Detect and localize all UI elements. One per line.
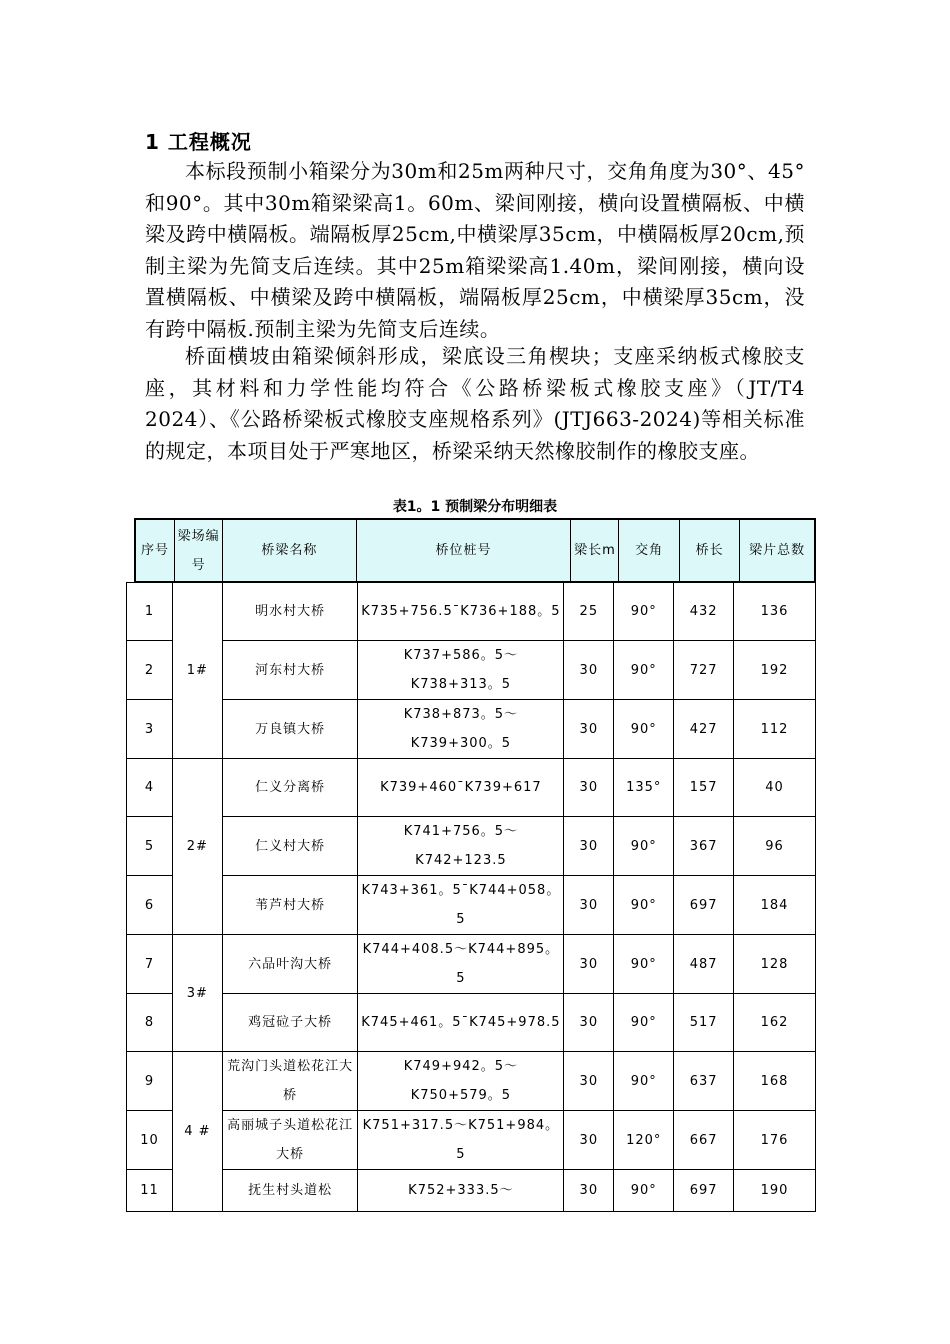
cell-station: K741+756。5～K742+123.5 — [358, 817, 564, 876]
table-row — [127, 1170, 816, 1212]
cell-station: K735+756.5¯K736+188。5 — [358, 583, 564, 641]
cell-length: 30 — [564, 876, 614, 935]
table-header — [134, 518, 816, 583]
cell-length: 30 — [564, 700, 614, 759]
header-station: 桥位桩号 — [356, 519, 571, 582]
table-row — [127, 583, 816, 641]
table-row — [127, 994, 816, 1052]
cell-no: 10 — [127, 1111, 173, 1170]
table-row — [127, 935, 816, 994]
cell-name: 仁义分离桥 — [222, 759, 358, 817]
cell-angle: 90° — [614, 700, 674, 759]
cell-no: 3 — [127, 700, 173, 759]
cell-bridge-length: 157 — [674, 759, 734, 817]
cell-angle: 90° — [614, 817, 674, 876]
cell-yard: 4 # — [172, 1052, 222, 1212]
cell-count: 40 — [734, 759, 816, 817]
cell-station: K737+586。5～K738+313。5 — [358, 641, 564, 700]
cell-no: 7 — [127, 935, 173, 994]
paragraph-bearing-spec: 桥面横坡由箱梁倾斜形成，梁底设三角楔块；支座采纳板式橡胶支座，其材料和力学性能均符合《公路桥梁板式橡胶支座》（JT/T4 2024）、《公路桥梁板式橡胶支座规格系列》(JTJ663-2024)等相关标准的规定，本项目处于严寒地区，桥梁采纳天然橡胶制作的橡胶支座。 — [145, 344, 805, 463]
cell-angle: 90° — [614, 994, 674, 1052]
cell-angle: 135° — [614, 759, 674, 817]
cell-angle: 90° — [614, 876, 674, 935]
cell-name: 鸡冠砬子大桥 — [222, 994, 358, 1052]
cell-yard: 2# — [172, 759, 222, 935]
table-row — [127, 1111, 816, 1170]
cell-name: 高丽城子头道松花江大桥 — [222, 1111, 358, 1170]
cell-length: 30 — [564, 994, 614, 1052]
cell-bridge-length: 487 — [674, 935, 734, 994]
cell-bridge-length: 432 — [674, 583, 734, 641]
cell-station: K739+460¯K739+617 — [358, 759, 564, 817]
cell-station: K749+942。5～K750+579。5 — [358, 1052, 564, 1111]
cell-bridge-length: 727 — [674, 641, 734, 700]
cell-bridge-length: 517 — [674, 994, 734, 1052]
cell-angle: 90° — [614, 1170, 674, 1212]
cell-name: 仁义村大桥 — [222, 817, 358, 876]
cell-count: 112 — [734, 700, 816, 759]
paragraph-beam-overview: 本标段预制小箱梁分为30m和25m两种尺寸，交角角度为30°、45°和90°。其中30m箱梁梁高1。60m、梁间刚接，横向设置横隔板、中横梁及跨中横隔板。端隔板厚25cm,中横梁厚35cm，中横隔板厚20cm,预制主梁为先简支后连续。其中25m箱梁梁高1.40m，梁间刚接，横向设置横隔板、中横梁及跨中横隔板，端隔板厚25cm，中横梁厚35cm，没有跨中隔板.预制主梁为先简支后连续。 — [145, 159, 805, 341]
cell-length: 30 — [564, 759, 614, 817]
cell-count: 184 — [734, 876, 816, 935]
cell-station: K744+408.5～K744+895。5 — [358, 935, 564, 994]
cell-length: 25 — [564, 583, 614, 641]
cell-bridge-length: 637 — [674, 1052, 734, 1111]
cell-no: 6 — [127, 876, 173, 935]
cell-no: 2 — [127, 641, 173, 700]
cell-no: 11 — [127, 1170, 173, 1212]
beam-distribution-table — [126, 582, 816, 1212]
cell-no: 9 — [127, 1052, 173, 1111]
cell-count: 192 — [734, 641, 816, 700]
cell-count: 162 — [734, 994, 816, 1052]
table-row — [127, 1052, 816, 1111]
cell-yard: 3# — [172, 935, 222, 1052]
cell-length: 30 — [564, 1052, 614, 1111]
header-yard: 梁场编号 — [175, 519, 223, 582]
header-beam-count: 梁片总数 — [740, 519, 815, 582]
cell-count: 136 — [734, 583, 816, 641]
cell-name: 明水村大桥 — [222, 583, 358, 641]
cell-station: K751+317.5～K751+984。5 — [358, 1111, 564, 1170]
cell-name: 河东村大桥 — [222, 641, 358, 700]
header-bridge-length: 桥长 — [679, 519, 739, 582]
table-row — [127, 641, 816, 700]
header-no: 序号 — [135, 519, 175, 582]
header-angle: 交角 — [619, 519, 679, 582]
cell-angle: 90° — [614, 1052, 674, 1111]
cell-station: K743+361。5¯K744+058。5 — [358, 876, 564, 935]
cell-name: 苇芦村大桥 — [222, 876, 358, 935]
cell-no: 8 — [127, 994, 173, 1052]
table-row — [127, 817, 816, 876]
cell-station: K738+873。5～K739+300。5 — [358, 700, 564, 759]
cell-yard: 1# — [172, 583, 222, 759]
header-beam-length: 梁长m — [571, 519, 619, 582]
cell-station: K752+333.5～ — [358, 1170, 564, 1212]
cell-no: 4 — [127, 759, 173, 817]
cell-length: 30 — [564, 935, 614, 994]
cell-count: 190 — [734, 1170, 816, 1212]
cell-length: 30 — [564, 817, 614, 876]
cell-name: 六品叶沟大桥 — [222, 935, 358, 994]
cell-count: 128 — [734, 935, 816, 994]
cell-count: 96 — [734, 817, 816, 876]
table-row — [127, 759, 816, 817]
cell-angle: 120° — [614, 1111, 674, 1170]
table-row — [127, 700, 816, 759]
cell-angle: 90° — [614, 935, 674, 994]
cell-bridge-length: 697 — [674, 876, 734, 935]
cell-name: 荒沟门头道松花江大桥 — [222, 1052, 358, 1111]
section-heading: 1 工程概况 — [145, 130, 252, 154]
header-bridge-name: 桥梁名称 — [223, 519, 356, 582]
cell-bridge-length: 367 — [674, 817, 734, 876]
cell-no: 5 — [127, 817, 173, 876]
cell-length: 30 — [564, 1111, 614, 1170]
cell-count: 168 — [734, 1052, 816, 1111]
cell-bridge-length: 427 — [674, 700, 734, 759]
cell-station: K745+461。5¯K745+978.5 — [358, 994, 564, 1052]
cell-name: 抚生村头道松 — [222, 1170, 358, 1212]
cell-name: 万良镇大桥 — [222, 700, 358, 759]
cell-bridge-length: 667 — [674, 1111, 734, 1170]
cell-bridge-length: 697 — [674, 1170, 734, 1212]
table-caption: 表1。1 预制梁分布明细表 — [392, 499, 558, 515]
cell-angle: 90° — [614, 583, 674, 641]
table-row — [127, 876, 816, 935]
cell-length: 30 — [564, 641, 614, 700]
cell-no: 1 — [127, 583, 173, 641]
cell-count: 176 — [734, 1111, 816, 1170]
cell-length: 30 — [564, 1170, 614, 1212]
cell-angle: 90° — [614, 641, 674, 700]
